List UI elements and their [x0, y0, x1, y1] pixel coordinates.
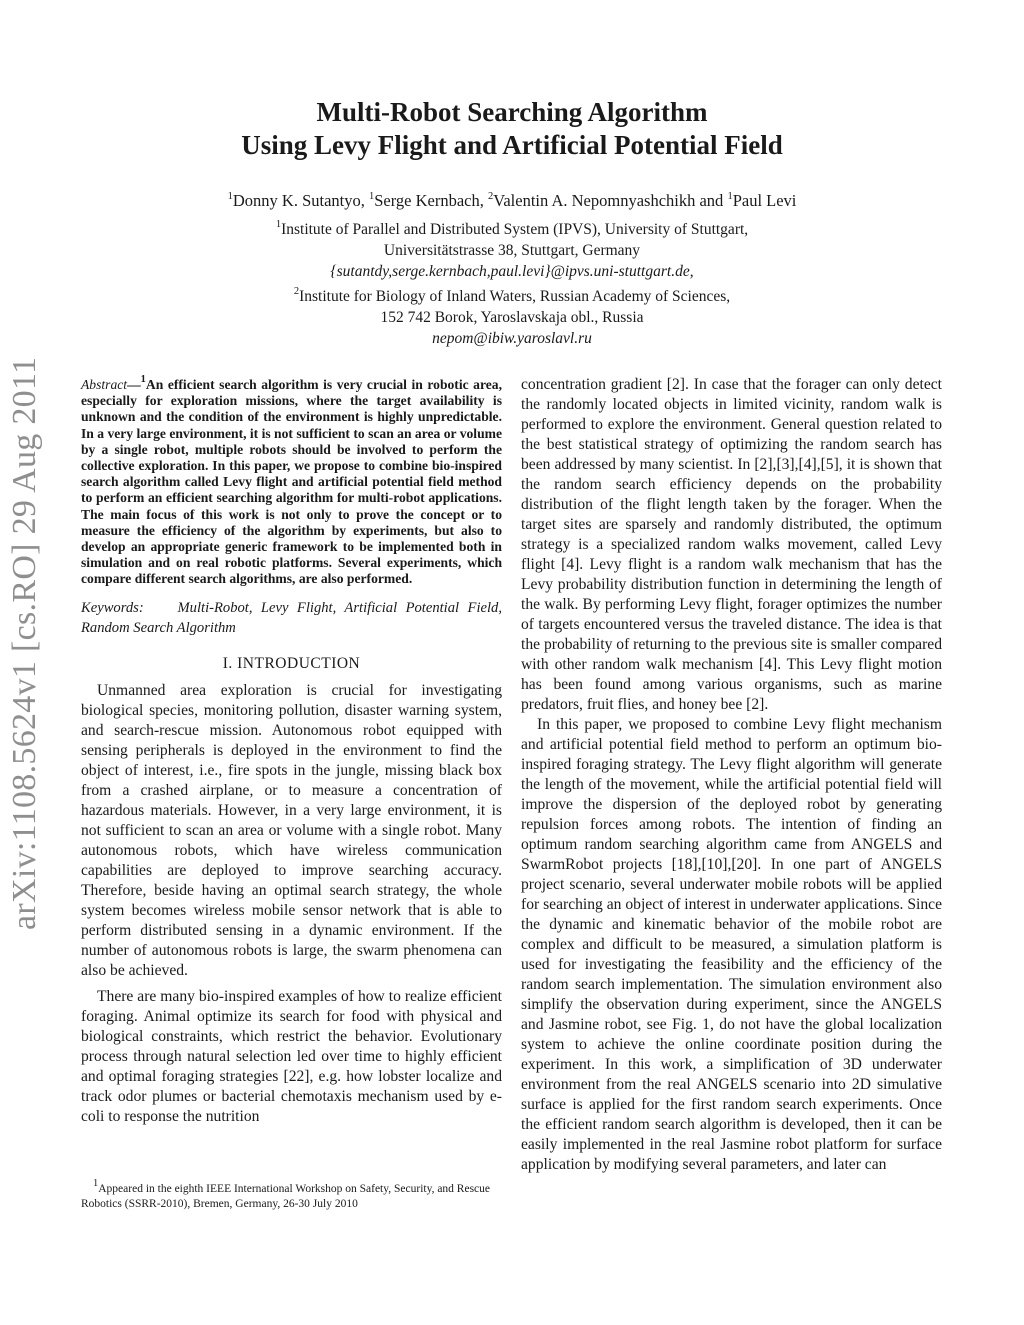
affiliation-2-line-2: 152 742 Borok, Yaroslavskaja obl., Russia	[380, 309, 644, 326]
abstract-footnote-sup: 1	[140, 374, 146, 386]
author-4: Paul Levi	[732, 191, 797, 210]
keywords-text: Multi-Robot, Levy Flight, Artificial Potential Field, Random Search Algorithm	[81, 599, 502, 637]
keywords: Keywords: Multi-Robot, Levy Flight, Artificial Potential Field, Random Search Algorithm	[81, 599, 502, 637]
affiliation-1-line-2: Universitätstrasse 38, Stuttgart, Germany	[383, 242, 641, 259]
footnote	[81, 1178, 502, 1212]
abstract-label: Abstract	[81, 377, 128, 392]
affiliation-1-email: {sutantdy,serge.kernbach,paul.levi}@ipvs.uni-stuttgart.de,	[330, 263, 694, 280]
affiliation-2-email: nepom@ibiw.yaroslavl.ru	[432, 330, 592, 347]
affiliation-2-line-1: Institute for Biology of Inland Waters, Russian Academy of Sciences,	[299, 288, 731, 305]
author-2-sup: 1	[368, 190, 375, 202]
title-line-1: Multi-Robot Searching Algorithm	[316, 97, 708, 127]
affiliation-1-line-1: Institute of Parallel and Distributed System (IPVS), University of Stuttgart,	[281, 221, 749, 238]
intro-paragraph-1: Unmanned area exploration is crucial for investigating biological species, monitoring pollution, disaster warning system, and search-rescue mission. Autonomous robot equipped with sensing peripherals is deployed in the environment to find the object of interest, i.e., fire spots in the jungle, missing black box from a crashed airplane, or to measure a concentration of hazardous materials. However, in a very large environment, it is not sufficient to scan an area or volume with a single robot. Many autonomous robots, which have wireless communication capabilities are deployed to improve searching accuracy. Therefore, beside having an optimal search strategy, the whole system becomes wireless mobile sensor network that is able to perform distributed sensing in a dynamic environment. If the number of autonomous robots is large, the swarm phenomena can also be achieved.	[81, 681, 502, 979]
affiliation-1-sup: 1	[275, 218, 282, 230]
affiliation-2-sup: 2	[293, 285, 300, 297]
author-1: Donny K. Sutantyo,	[232, 191, 365, 210]
keywords-label: Keywords	[81, 599, 139, 616]
affiliation-1	[0, 219, 1024, 282]
right-paragraph-1: concentration gradient [2]. In case that the forager can only detect the randomly located objects in limited vicinity, random walk is performed to explore the environment. General question related to the best statistical strategy of optimizing the random search has been addressed by many scientist. In [2],[3],[4],[5], it is shown that the random search efficiency depends on the probability distribution of the flight length taken by the forager. When the target sites are sparsely and randomly distributed, the optimum strategy is a specialized random walks movement, called Levy flight [4]. Levy flight is a random walk mechanism that has the Levy probability distribution function in determining the length of the walk. By performing Levy flight, forager optimizes the number of targets encountered versus the traveled distance. The idea is that the probability of returning to the previous site is smaller compared with other random walk mechanism [4]. This Levy flight motion has been found among various organisms, such as marine predators, fruit flies, and honey bee [2].	[521, 376, 942, 713]
intro-paragraph-2: There are many bio-inspired examples of how to realize efficient foraging. Animal optimize its search for food with physical and biological constraints, which restrict the behavior. Evolutionary process through natural selection led over time to highly efficient and optimal foraging strategies [22], e.g. how lobster localize and track odor plumes or bacterial chemotaxis mechanism used by e-coli to response the nutrition	[81, 987, 502, 1125]
paper-title	[0, 96, 1024, 162]
author-3-sup: 2	[488, 190, 494, 202]
author-1-sup: 1	[227, 190, 233, 202]
footnote-text: Appeared in the eighth IEEE International Workshop on Safety, Security, and Rescue Robotics (SSRR-2010), Bremen, Germany, 26-30 July 2010	[81, 1183, 491, 1210]
author-3: Valentin A. Nepomnyashchikh and	[493, 191, 724, 210]
title-line-2: Using Levy Flight and Artificial Potential Field	[241, 130, 783, 160]
footnote-sup: 1	[93, 1178, 99, 1190]
abstract-text: An efficient search algorithm is very crucial in robotic area, especially for exploration missions, where the target availability is unknown and the condition of the environment is highly unpredictable. In a very large environment, it is not sufficient to scan an area or volume by a single robot, multiple robots should be involved to perform the collective exploration. In this paper, we propose to combine bio-inspired search algorithm called Levy flight and artificial potential field method to perform an efficient searching algorithm for multi-robot applications. The main focus of this work is not only to prove the concept or to measure the efficiency of the algorithm by experiments, but also to develop an appropriate generic framework to be implemented both in simulation and on real robotic platforms. Several experiments, which compare different search algorithms, are also performed.	[81, 377, 502, 587]
section-heading-introduction: I. INTRODUCTION	[222, 654, 361, 672]
author-2: Serge Kernbach,	[374, 191, 484, 210]
arxiv-stamp: arXiv:1108.5624v1 [cs.RO] 29 Aug 2011	[6, 356, 43, 930]
abstract-dash: —	[127, 377, 141, 392]
abstract	[81, 374, 502, 588]
author-list	[0, 191, 1024, 211]
affiliation-2	[0, 286, 1024, 349]
right-column	[521, 375, 942, 1175]
author-4-sup: 1	[727, 190, 733, 202]
left-column	[81, 374, 502, 1127]
right-paragraph-2: In this paper, we proposed to combine Levy flight mechanism and artificial potential field method to perform an optimum bio-inspired foraging strategy. The Levy flight algorithm will generate the length of the movement, while the artificial potential field will improve the dispersion of the deployed robot by generating repulsion forces among robots. The intention of finding an optimum random searching algorithm came from ANGELS and SwarmRobot projects [18],[10],[20]. In one part of ANGELS project scenario, several underwater mobile robots will be applied for searching an object of interest in underwater applications. Since the dynamic and kinematic behavior of the mobile robot are complex and difficult to be measured, a simulation platform is used for investigating the feasibility and the efficiency of the random search implementation. The simulation environment also simplify the observation during experiment, since the ANGELS and Jasmine robot, see Fig. 1, do not have the global localization system to achieve the online coordinate position during the experiment. In this work, a simplification of 3D underwater environment from the real ANGELS scenario into 2D simulative surface is applied for the first random search experiments. Once the efficient random search algorithm is developed, then it can be easily implemented in the real Jasmine robot platform for surface application by modifying several parameters, and later can	[521, 716, 942, 1173]
